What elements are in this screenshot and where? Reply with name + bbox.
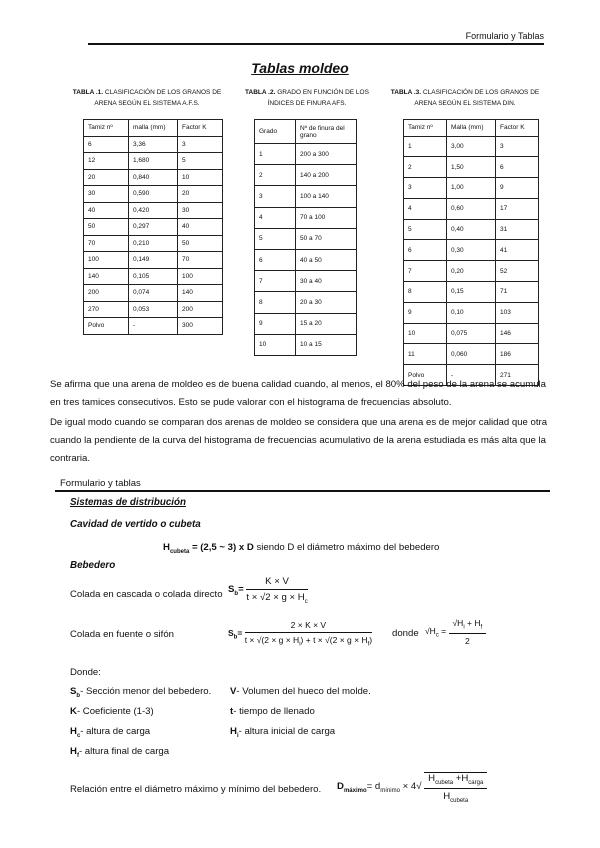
table-row [255,271,357,292]
table-cell: 0,105 [129,268,178,285]
table-cell: 5 [404,219,447,240]
definition-item [230,686,371,699]
table-cell: 100 [178,268,223,285]
table-cell: 1 [255,144,296,165]
definition-text: - tiempo de llenado [233,706,315,717]
definition-symbol: H [230,726,237,737]
definition-text: - altura de carga [80,726,151,737]
column-header: Factor K [178,120,223,137]
table-cell: 1 [404,136,447,157]
table-cell: 0,297 [129,219,178,236]
formula-cascada-den-text: t × √2 × g × H [246,592,305,603]
table-cell: 31 [496,219,539,240]
table-cell: 1,00 [447,178,496,199]
definition-text: - Sección menor del bebedero. [80,686,212,697]
table-header-row [404,120,539,137]
donde-label: Donde: [70,667,101,678]
formula-hc-denominator: 2 [464,635,470,646]
table-row [84,219,223,236]
table-cell: 270 [84,301,129,318]
table-cell: 200 [84,285,129,302]
cubeta-formula-sub: cubeta [169,548,190,555]
table-row [84,186,223,203]
definition-symbol: K [70,706,77,717]
formula-fuente-fraction [245,620,372,648]
formula-relation-numerator [424,773,487,789]
definition-text: - altura inicial de carga [238,726,336,737]
table-cell: - [447,365,496,386]
column-header: Tamiz nº [84,120,129,137]
table-cell: 0,590 [129,186,178,203]
table2-caption [232,87,382,109]
table-row [404,240,539,261]
table-cell: 100 a 140 [296,186,357,207]
table-afs-classification [83,119,223,335]
table-cell: 17 [496,198,539,219]
table-row [255,228,357,249]
table-cell: 5 [255,228,296,249]
table-cell: 2 [255,165,296,186]
table-cell: 4 [255,207,296,228]
table-row [255,186,357,207]
table-cell: 50 [84,219,129,236]
table-cell: 3,36 [129,136,178,153]
table-cell: 0,060 [447,344,496,365]
table-cell: 30 [178,202,223,219]
formula-hc-fraction [449,618,487,646]
table-cell: 6 [255,249,296,270]
table-header-row [84,120,223,137]
definition-symbol: t [230,706,234,717]
table-cell: 0,075 [447,323,496,344]
table-cell: 0,20 [447,261,496,282]
definition-symbol-sub: c [76,732,81,739]
table-cell: 70 [178,252,223,269]
formula-cascada-symbol: S [228,584,235,595]
formula-cascada-sub: b [234,590,239,597]
paragraph-quality-2: De igual modo cuando se comparan dos arenas de moldeo se considera que una arena es de mejor calidad que otra cuando la pendiente de la curva del histograma de frecuencias acumulativo de la arena estudiada es más alta que la contraria. [50,417,548,464]
table-cell: 200 a 300 [296,144,357,165]
definition-item [230,726,335,739]
table-cell: 6 [84,136,129,153]
table-row [404,136,539,157]
formula-fuente-den-sub2: f [367,641,370,648]
formula-relation-root: × 4 [402,781,417,793]
table-cell: 186 [496,344,539,365]
table-cell: 41 [496,240,539,261]
table-cell: 11 [404,344,447,365]
table-cell: 20 [84,169,129,186]
definition-symbol-sub: f [76,752,79,759]
formula-relation-num-sub1: cubeta [435,779,454,786]
formula-relation-num-a: H [428,773,436,784]
table-cell: 0,149 [129,252,178,269]
column-header: Nº de finura del grano [296,120,357,144]
table-cell: 7 [404,261,447,282]
formula-cascada-denominator [246,590,307,605]
formula-relation-symbol: D [337,781,344,793]
table-cell: 140 [84,268,129,285]
formula-hc-num-b: + H [464,618,481,628]
table-cell: 0,210 [129,235,178,252]
table-cell: 0,60 [447,198,496,219]
table-cell: 9 [404,302,447,323]
table-cell: 5 [178,153,223,170]
definition-symbol: H [70,746,77,757]
table-row [84,235,223,252]
formula-cascada-den-sub: c [304,598,308,605]
table-cell: 40 [178,219,223,236]
formula-hc-left-sub: c [435,632,439,639]
table-cell: 10 a 15 [296,334,357,355]
definition-text: - Volumen del hueco del molde. [236,686,371,697]
cubeta-formula [163,542,439,555]
table-cell: 6 [496,157,539,178]
table-row [255,334,357,355]
formula-cascada: $S_b=$ $\frac{K \times V}{t \times √2 \times g \times H_c}$ [228,576,308,605]
table-cell: 0,420 [129,202,178,219]
definition-symbol: V [230,686,237,697]
table-row [404,344,539,365]
table-cell: 2 [404,157,447,178]
table-cell: 0,30 [447,240,496,261]
table-row [255,313,357,334]
heading-cubeta: Cavidad de vertido o cubeta [70,519,201,530]
table-cell: Polvo [84,318,129,335]
table-cell: 300 [178,318,223,335]
cubeta-formula-symbol: H [163,542,170,553]
table-row [404,261,539,282]
definition-item [70,746,169,759]
table-cell: 12 [84,153,129,170]
table-row [404,219,539,240]
table-row [84,153,223,170]
table-cell: 3 [404,178,447,199]
table-cell: 8 [404,282,447,303]
formula-relation-num-b: +H [453,773,469,784]
table-row [84,169,223,186]
table-cell: 8 [255,292,296,313]
cubeta-formula-value: = (2,5 ~ 3) x D [191,542,254,553]
table-cell: 9 [255,313,296,334]
table-cell: 0,15 [447,282,496,303]
table-cell: 140 [178,285,223,302]
table-cell: 20 a 30 [296,292,357,313]
table-cell: 52 [496,261,539,282]
table-cell: 20 [178,186,223,203]
formula-cascada-numerator: K × V [246,576,307,590]
table-row [404,302,539,323]
definition-text: - altura final de carga [78,746,170,757]
formula-hc-num-sub2: f [480,624,483,631]
table-cell: 40 a 50 [296,249,357,270]
definition-symbol: H [70,726,77,737]
table-row [84,301,223,318]
table-cell: 0,10 [447,302,496,323]
table-cell: 40 [84,202,129,219]
formula-fuente-den-a: t × √(2 × g × H [244,635,300,645]
table-cell: Polvo [404,365,447,386]
table-cell: 3 [255,186,296,207]
table-row [84,268,223,285]
table-cell: 271 [496,365,539,386]
header-rule [88,43,544,45]
table-cell: 3 [496,136,539,157]
table-cell: 70 [84,235,129,252]
table-cell: 1,680 [129,153,178,170]
table-cell: 0,053 [129,301,178,318]
definition-symbol-sub: b [76,692,81,699]
table1-caption [72,87,222,109]
column-header: Factor K [496,120,539,137]
table-row [255,249,357,270]
table-cell: 0,074 [129,285,178,302]
table-row [404,178,539,199]
table-cell: 7 [255,271,296,292]
page-title: Tablas moldeo [251,60,349,76]
definition-item [70,706,154,719]
formula-relation-denominator [424,789,487,804]
formula-relation-eq: = d [366,781,381,793]
heading-distribution-systems: Sistemas de distribución [70,497,186,508]
table-din-classification [403,119,539,386]
table-cell: 50 a 70 [296,228,357,249]
formula-fuente-den-sub1: i [299,641,301,648]
formula-relation: $D_{máximo}= d_{mínimo} \times 4√$ $\frac{H_{cubeta} +H_{carga}}{H_{cubeta}}$ [337,772,487,804]
section-header: Formulario y tablas [60,478,141,489]
table-row [84,252,223,269]
table-cell: 146 [496,323,539,344]
formula-relation-num-sub2: carga [468,779,484,786]
table3-caption-prefix: TABLA .3. [390,89,422,96]
paragraph-quality-1: Se afirma que una arena de moldeo es de buena calidad cuando, al menos, el 80% del peso de la arena se acumula en tres tamices consecutivos. Esto se pude valorar con el histograma de frecuencias absoluto. [50,379,547,408]
table1-caption-prefix: TABLA .1. [72,89,104,96]
table-cell: 140 a 200 [296,165,357,186]
page-header: Formulario y Tablas [465,31,544,41]
table-cell: 200 [178,301,223,318]
table-fineness-grade [254,119,357,356]
formula-fuente-numerator: 2 × K × V [245,620,372,633]
table-row [404,282,539,303]
formula-relation-den-sub: cubeta [450,797,469,804]
table-row [84,285,223,302]
table2-caption-text: GRADO EN FUNCIÓN DE LOS ÍNDICES DE FINURA AFS. [267,89,369,107]
column-header: Malla (mm) [447,120,496,137]
table-cell: 0,840 [129,169,178,186]
definition-symbol-sub: i [236,732,239,739]
table-cell: 100 [84,252,129,269]
table-cell: 71 [496,282,539,303]
column-header: Tamiz nº [404,120,447,137]
label-colada-fuente: Colada en fuente o sifón [70,629,175,640]
formula-relation-eq-sub: mínimo [380,788,400,795]
table-cell: 6 [404,240,447,261]
formula-cascada-fraction [246,576,307,605]
column-header: Grado [255,120,296,144]
definition-item [70,726,150,739]
table-row [255,144,357,165]
table-cell: 10 [404,323,447,344]
donde-inline: donde [392,628,419,639]
relation-text: Relación entre el diámetro máximo y mínimo del bebedero. [70,784,322,795]
table-cell: 3 [178,136,223,153]
table-row [84,136,223,153]
table3-caption [390,87,540,109]
table1-caption-text: CLASIFICACIÓN DE LOS GRANOS DE ARENA SEGÚN EL SISTEMA A.F.S. [94,89,222,107]
table-cell: 50 [178,235,223,252]
formula-fuente: $S_b=$ $\frac{2 \times K \times V}{t \times √(2 \times g \times H_i) + t \times √(2 \times g \times H_f)}$ [228,620,373,648]
table-row [84,318,223,335]
table-cell: 15 a 20 [296,313,357,334]
table-row [84,202,223,219]
table-cell: 30 a 40 [296,271,357,292]
cubeta-formula-note: siendo D el diámetro máximo del bebedero [256,542,440,553]
table-cell: 10 [255,334,296,355]
table-row [404,323,539,344]
table-row [404,157,539,178]
table-cell: 70 a 100 [296,207,357,228]
column-header: malla (mm) [129,120,178,137]
definition-text: - Coeficiente (1-3) [76,706,154,717]
definition-item [70,686,211,699]
formula-hc-num-a: √H [452,618,464,628]
table-cell: 1,50 [447,157,496,178]
formula-relation-sub: máximo [343,788,367,795]
table3-caption-text: CLASIFICACIÓN DE LOS GRANOS DE ARENA SEGÚN EL SISTEMA DIN. [414,89,540,107]
table-cell: 30 [84,186,129,203]
formula-fuente-den-b: ) + t × √(2 × g × H [300,635,368,645]
table-cell: 4 [404,198,447,219]
formula-relation-fraction [424,772,487,804]
definition-symbol: S [70,686,77,697]
formula-fuente-symbol: S [228,627,234,638]
formula-fuente-sub: b [233,634,238,641]
table-cell: - [129,318,178,335]
table-cell: 103 [496,302,539,323]
heading-bebedero: Bebedero [70,560,116,571]
section-rule [55,490,550,492]
table-row [255,292,357,313]
table-header-row [255,120,357,144]
table-cell: 0,40 [447,219,496,240]
formula-relation-den: H [443,790,451,802]
table-cell: 3,00 [447,136,496,157]
table-row [255,165,357,186]
label-colada-cascada: Colada en cascada o colada directo [70,589,223,600]
formula-hc: $√H_c$ = $\frac{√H_i + H_f}{2}$ [425,618,486,646]
table-cell: 10 [178,169,223,186]
table-cell: 9 [496,178,539,199]
table-row [404,198,539,219]
table-row [255,207,357,228]
formula-hc-num-sub1: i [463,624,465,631]
formula-hc-left: √H [425,625,436,636]
definition-item [230,706,315,719]
formula-hc-numerator [449,618,487,634]
formula-fuente-denominator: $t \times √(2 \times g \times H_i) + t \times √(2 \times g \times H_f)$ [244,635,373,648]
table2-caption-prefix: TABLA .2. [245,89,276,96]
